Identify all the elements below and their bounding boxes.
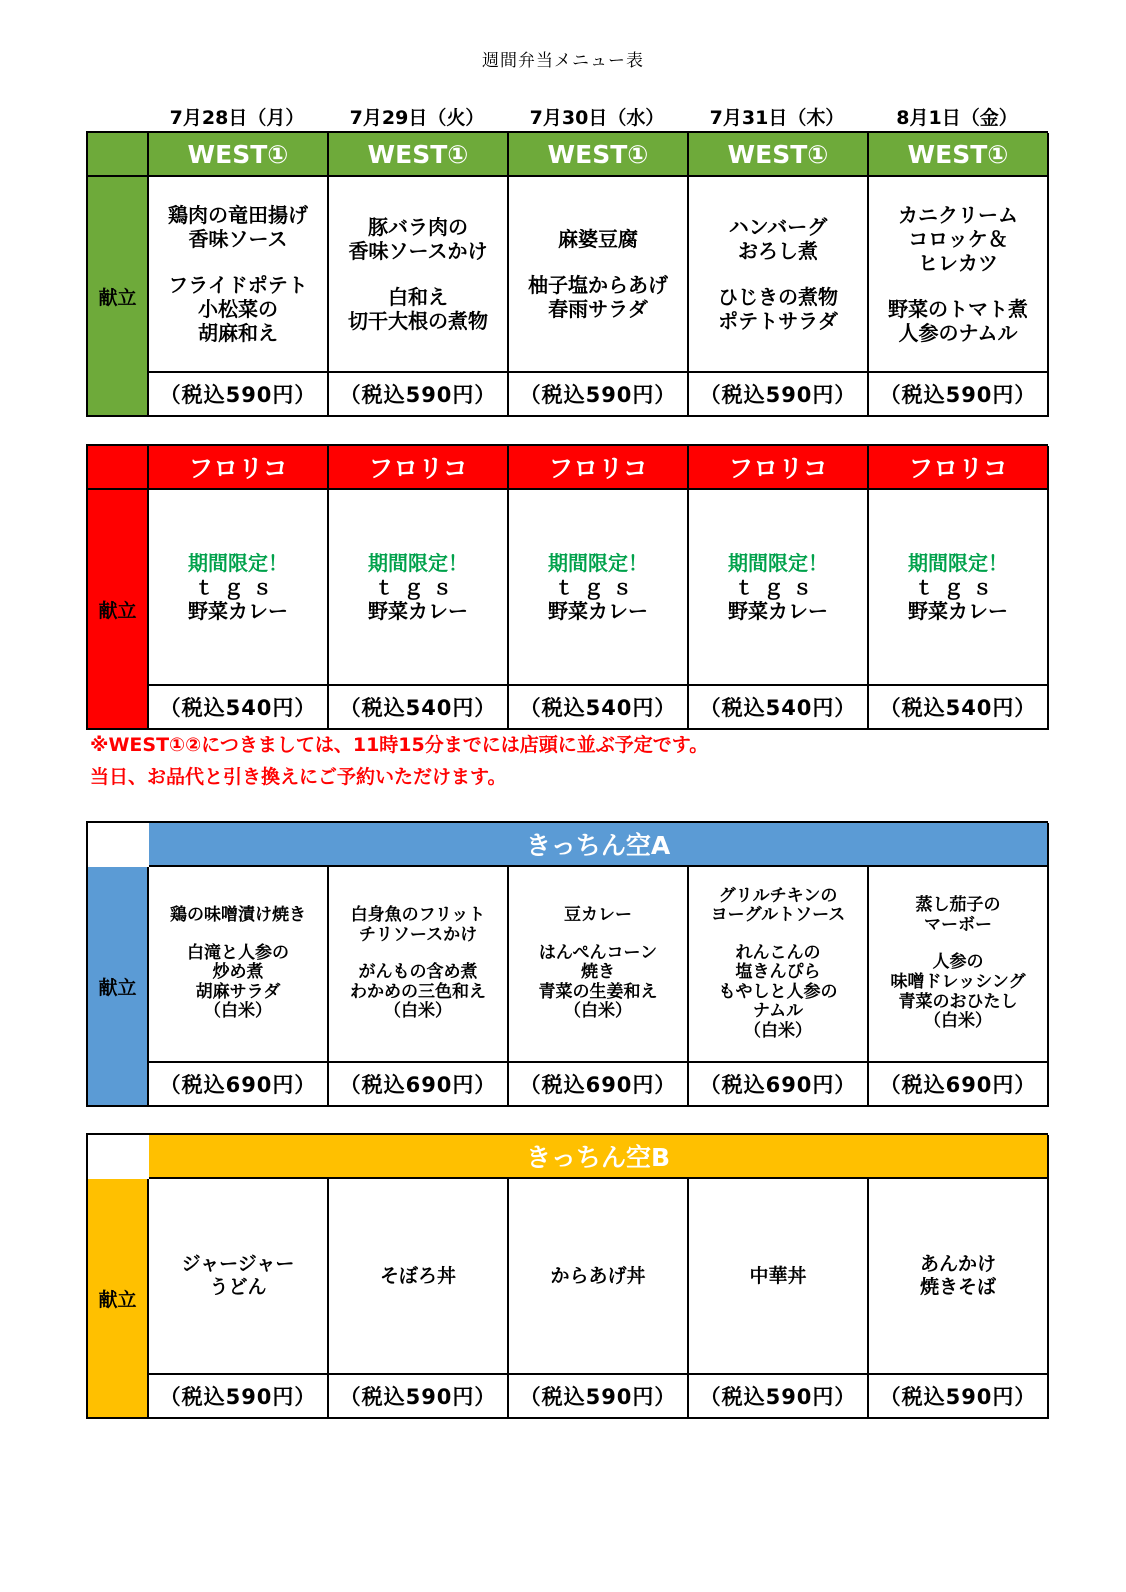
menu-side-label: 献立: [88, 1179, 149, 1419]
price-label: （税込540円）: [149, 686, 329, 730]
dish-name: 野菜カレー: [188, 599, 288, 623]
price-label: （税込590円）: [869, 1375, 1049, 1419]
menu-line: 香味ソースかけ: [348, 239, 488, 263]
date-thu: 7月31日（木）: [709, 107, 845, 129]
menu-cell: [689, 490, 869, 686]
menu-cell: [329, 177, 509, 373]
vendor-header-west: WEST①: [149, 133, 329, 177]
menu-cell: [149, 177, 329, 373]
vendor-header-kuub: きっちん空B: [149, 1135, 1049, 1179]
menu-cell: [509, 177, 689, 373]
price-label: （税込690円）: [149, 1063, 329, 1107]
menu-cell: [149, 1179, 329, 1375]
menu-line: チリソースかけ: [358, 924, 478, 945]
vendor-header-floriko: フロリコ: [149, 446, 329, 490]
menu-line: 胡麻サラダ: [195, 981, 281, 1002]
menu-line: ポテトサラダ: [718, 309, 838, 333]
promo-label: 期間限定！: [908, 551, 1008, 575]
menu-cell: [689, 867, 869, 1063]
price-label: （税込590円）: [689, 373, 869, 417]
vendor-header-floriko: フロリコ: [509, 446, 689, 490]
menu-line: 白身魚のフリット: [350, 905, 486, 926]
menu-cell: [869, 177, 1049, 373]
menu-side-label: 献立: [88, 867, 149, 1107]
brand-label: ｔｇｓ: [194, 575, 282, 599]
floriko-menu-table: [86, 444, 1048, 730]
menu-line: グリルチキンの: [718, 885, 838, 906]
brand-label: ｔｇｓ: [914, 575, 1002, 599]
price-label: （税込690円）: [689, 1063, 869, 1107]
menu-cell: [149, 867, 329, 1063]
price-label: （税込540円）: [869, 686, 1049, 730]
menu-line: 味噌ドレッシング: [890, 972, 1026, 992]
dish-name: 野菜カレー: [908, 599, 1008, 623]
menu-line: コロッケ＆: [908, 227, 1008, 251]
menu-side-label: 献立: [88, 177, 149, 417]
menu-line: わかめの三色和え: [350, 981, 486, 1002]
menu-cell: [689, 177, 869, 373]
menu-line: おろし煮: [738, 239, 818, 263]
promo-label: 期間限定！: [728, 551, 828, 575]
menu-line: ジャージャー: [181, 1253, 295, 1276]
menu-line: ひじきの煮物: [718, 285, 838, 309]
menu-line: ナムル: [752, 1001, 804, 1022]
menu-line: 青菜のおひたし: [898, 991, 1018, 1012]
delivery-note: ※WEST①②につきましては、11時15分までには店頭に並ぶ予定です。: [90, 734, 709, 756]
menu-line: ハンバーグ: [728, 215, 828, 239]
price-label: （税込590円）: [689, 1375, 869, 1419]
menu-line: （白米）: [384, 1001, 452, 1022]
menu-cell: [869, 867, 1049, 1063]
date-fri: 8月1日（金）: [896, 107, 1018, 129]
menu-line: （白米）: [204, 1001, 272, 1022]
vendor-header-west: WEST①: [509, 133, 689, 177]
menu-line: れんこんの: [735, 942, 821, 963]
menu-line: はんぺんコーン: [538, 942, 658, 963]
table-corner: [88, 446, 149, 490]
menu-line: そぼろ丼: [379, 1264, 456, 1287]
price-label: （税込540円）: [509, 686, 689, 730]
dish-name: 野菜カレー: [548, 599, 648, 623]
menu-line: 鶏の味噌漬け焼き: [170, 905, 306, 926]
menu-cell: [329, 1179, 509, 1375]
menu-line: うどん: [209, 1276, 267, 1298]
menu-cell: [869, 1179, 1049, 1375]
reservation-note: 当日、お品代と引き換えにご予約いただけます。: [90, 766, 507, 788]
menu-line: 青菜の生姜和え: [538, 981, 658, 1002]
price-label: （税込590円）: [509, 1375, 689, 1419]
promo-label: 期間限定！: [548, 551, 648, 575]
menu-line: 豚バラ肉の: [368, 215, 468, 239]
menu-cell: [509, 867, 689, 1063]
menu-line: （白米）: [564, 1001, 632, 1022]
menu-line: フライドポテト: [168, 273, 308, 297]
price-label: （税込690円）: [509, 1063, 689, 1107]
menu-line: （白米）: [924, 1011, 992, 1032]
menu-line: 人参のナムル: [898, 321, 1018, 345]
menu-line: マーボー: [924, 914, 992, 935]
menu-line: 鶏肉の竜田揚げ: [168, 203, 308, 227]
dish-name: 野菜カレー: [368, 599, 468, 623]
promo-label: 期間限定！: [188, 551, 288, 575]
price-label: （税込590円）: [509, 373, 689, 417]
menu-line: （白米）: [744, 1020, 812, 1041]
menu-line: 白滝と人参の: [187, 942, 289, 963]
menu-line: 香味ソース: [188, 227, 288, 251]
menu-line: 炒め煮: [212, 962, 264, 983]
menu-line: あんかけ: [919, 1253, 996, 1276]
menu-line: 柚子塩からあげ: [528, 273, 668, 297]
vendor-header-floriko: フロリコ: [689, 446, 869, 490]
vendor-header-floriko: フロリコ: [869, 446, 1049, 490]
menu-line: もやしと人参の: [718, 981, 838, 1002]
menu-line: 胡麻和え: [198, 321, 278, 345]
promo-label: 期間限定！: [368, 551, 468, 575]
menu-line: 焼き: [581, 962, 615, 983]
vendor-header-floriko: フロリコ: [329, 446, 509, 490]
menu-cell: [509, 490, 689, 686]
menu-line: 麻婆豆腐: [558, 227, 638, 251]
date-wed: 7月30日（水）: [529, 107, 665, 129]
menu-cell: [509, 1179, 689, 1375]
price-label: （税込590円）: [149, 373, 329, 417]
menu-line: カニクリーム: [898, 203, 1018, 227]
menu-cell: [329, 490, 509, 686]
menu-line: 切干大根の煮物: [348, 309, 488, 333]
price-label: （税込590円）: [329, 1375, 509, 1419]
dish-name: 野菜カレー: [728, 599, 828, 623]
price-label: （税込690円）: [329, 1063, 509, 1107]
menu-line: 豆カレー: [564, 905, 632, 926]
brand-label: ｔｇｓ: [734, 575, 822, 599]
menu-line: 焼きそば: [919, 1276, 996, 1298]
table-corner: [88, 133, 149, 177]
brand-label: ｔｇｓ: [374, 575, 462, 599]
menu-side-label: 献立: [88, 490, 149, 730]
date-header-row: [147, 104, 1047, 132]
kuua-menu-table: [86, 821, 1048, 1107]
menu-line: がんもの含め煮: [358, 962, 478, 983]
menu-cell: [689, 1179, 869, 1375]
vendor-header-kuua: きっちん空A: [149, 823, 1049, 867]
vendor-header-west: WEST①: [689, 133, 869, 177]
vendor-header-west: WEST①: [329, 133, 509, 177]
menu-line: ヨーグルトソース: [710, 905, 846, 926]
menu-line: ヒレカツ: [918, 251, 998, 275]
date-tue: 7月29日（火）: [349, 107, 485, 129]
price-label: （税込540円）: [329, 686, 509, 730]
menu-line: 小松菜の: [198, 297, 278, 321]
menu-line: 中華丼: [749, 1264, 807, 1287]
price-label: （税込540円）: [689, 686, 869, 730]
menu-line: 蒸し茄子の: [915, 895, 1001, 916]
price-label: （税込590円）: [149, 1375, 329, 1419]
price-label: （税込590円）: [329, 373, 509, 417]
menu-line: 春雨サラダ: [548, 297, 648, 321]
page-title: 週間弁当メニュー表: [482, 51, 644, 71]
menu-line: 人参の: [932, 952, 984, 973]
menu-cell: [149, 490, 329, 686]
menu-line: 白和え: [388, 285, 448, 309]
price-label: （税込590円）: [869, 373, 1049, 417]
brand-label: ｔｇｓ: [554, 575, 642, 599]
menu-line: 野菜のトマト煮: [888, 297, 1028, 321]
vendor-header-west: WEST①: [869, 133, 1049, 177]
menu-cell: [869, 490, 1049, 686]
kuub-menu-table: [86, 1133, 1048, 1419]
menu-line: 塩きんぴら: [735, 962, 821, 983]
menu-cell: [329, 867, 509, 1063]
price-label: （税込690円）: [869, 1063, 1049, 1107]
west-menu-table: [86, 131, 1048, 417]
date-mon: 7月28日（月）: [169, 107, 305, 129]
menu-line: からあげ丼: [550, 1264, 646, 1287]
